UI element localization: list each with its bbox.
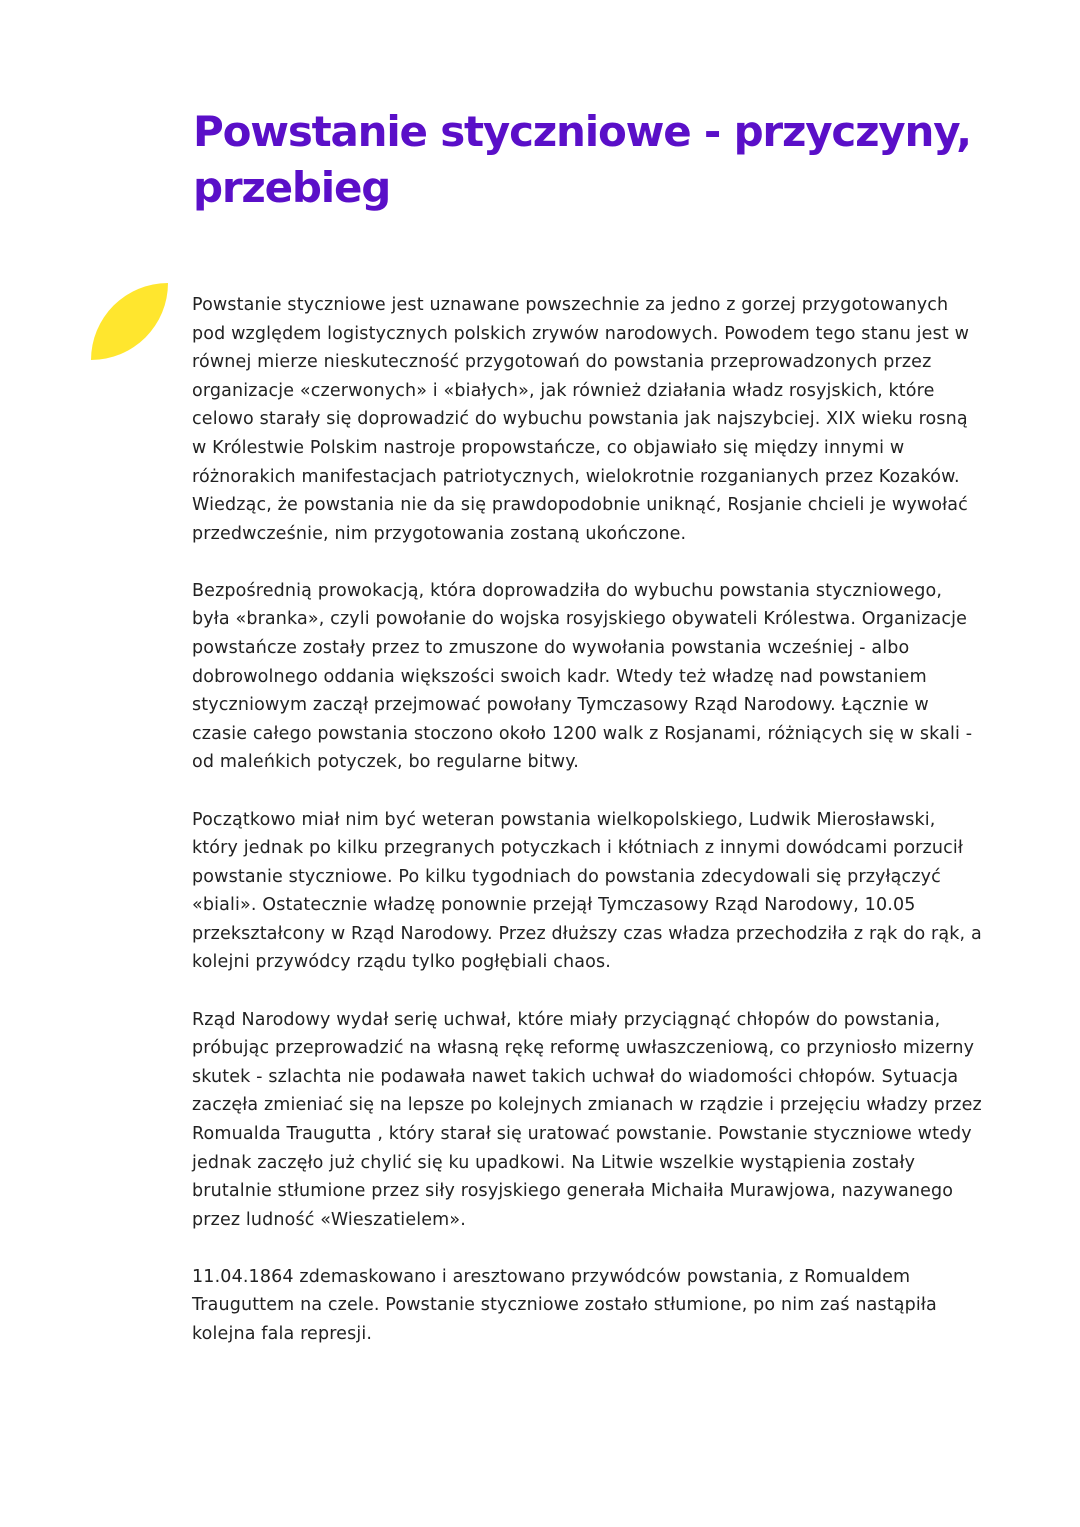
paragraph-5: 11.04.1864 zdemaskowano i aresztowano przywódców powstania, z Romualdem Trauguttem na czele. Powstanie styczniowe zostało stłumione, po nim zaś nastąpiła kolejna fala represji.	[192, 1266, 937, 1344]
document-body	[192, 291, 982, 1349]
yellow-leaf-icon	[91, 283, 168, 360]
paragraph-1: Powstanie styczniowe jest uznawane powszechnie za jedno z gorzej przygotowanych pod względem logistycznych polskich zrywów narodowych. Powodem tego stanu jest w równej mierze nieskuteczność przygotowań do powstania przeprowadzonych przez organizacje «czerwonych» i «białych», jak również działania władz rosyjskich, które celowo starały się doprowadzić do wybuchu powstania jak najszybciej. XIX wieku rosną w Królestwie Polskim nastroje propowstańcze, co objawiało się między innymi w różnorakich manifestacjach patriotycznych, wielokrotnie rozganianych przez Kozaków. Wiedząc, że powstania nie da się prawdopodobnie uniknąć, Rosjanie chcieli je wywołać przedwcześnie, nim przygotowania zostaną ukończone.	[192, 295, 970, 544]
page-title: Powstanie styczniowe - przyczyny, przebieg	[193, 107, 971, 212]
paragraph-2: Bezpośrednią prowokacją, która doprowadziła do wybuchu powstania styczniowego, była «branka», czyli powołanie do wojska rosyjskiego obywateli Królestwa. Organizacje powstańcze zostały przez to zmuszone do wywołania powstania wcześniej - albo dobrowolnego oddania większości swoich kadr. Wtedy też władzę nad powstaniem styczniowym zaczął przejmować powołany Tymczasowy Rząd Narodowy. Łącznie w czasie całego powstania stoczono około 1200 walk z Rosjanami, różniących się w skali - od maleńkich potyczek, bo regularne bitwy.	[192, 580, 973, 773]
paragraph-3: Początkowo miał nim być weteran powstania wielkopolskiego, Ludwik Mierosławski, który jednak po kilku przegranych potyczkach i kłótniach z innymi dowódcami porzucił powstanie styczniowe. Po kilku tygodniach do powstania zdecydowali się przyłączyć «biali». Ostatecznie władzę ponownie przejął Tymczasowy Rząd Narodowy, 10.05 przekształcony w Rząd Narodowy. Przez dłuższy czas władza przechodziła z rąk do rąk, a kolejni przywódcy rządu tylko pogłębiali chaos.	[192, 809, 982, 973]
paragraph-4: Rząd Narodowy wydał serię uchwał, które miały przyciągnąć chłopów do powstania, próbując przeprowadzić na własną rękę reformę uwłaszczeniową, co przyniosło mizerny skutek - szlachta nie podawała nawet takich uchwał do wiadomości chłopów. Sytuacja zaczęła zmieniać się na lepsze po kolejnych zmianach w rządzie i przejęciu władzy przez Romualda Traugutta , który starał się uratować powstanie. Powstanie styczniowe wtedy jednak zaczęło już chylić się ku upadkowi. Na Litwie wszelkie wystąpienia zostały brutalnie stłumione przez siły rosyjskiego generała Michaiła Murawjowa, nazywanego przez ludność «Wieszatielem».	[192, 1009, 982, 1230]
